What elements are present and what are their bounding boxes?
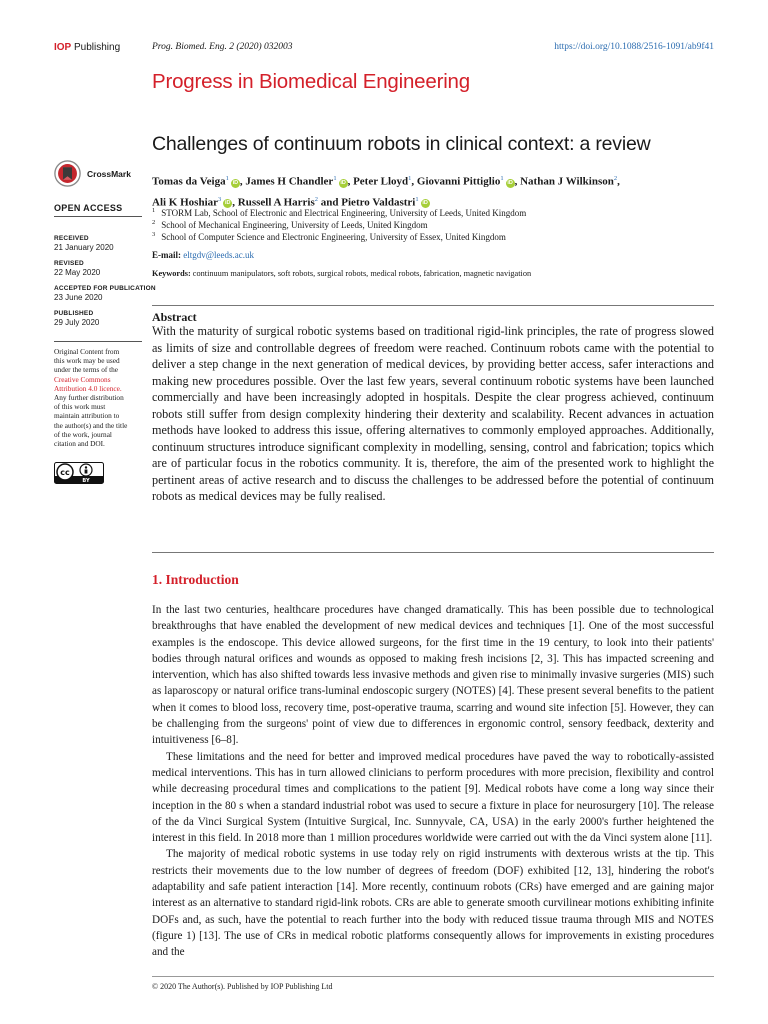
journal-title: Progress in Biomedical Engineering (152, 70, 470, 93)
date-label-received: RECEIVED (54, 235, 89, 242)
orcid-icon[interactable]: iD (225, 200, 231, 207)
author-line-1: Tomas da Veiga$^1$iD , James H Chandler$^1$iD , Peter Lloyd$^1$, Giovanni Pittiglio$^1$iD , Nathan J Wilkinson$^2$, (152, 175, 620, 188)
crossmark-badge[interactable] (54, 160, 131, 187)
email-link[interactable]: eltgdv@leeds.ac.uk (183, 250, 255, 260)
affiliation: $^1$ STORM Lab, School of Electronic and Electrical Engineering, University of Leeds, United Kingdom (152, 207, 527, 218)
date-revised: 22 May 2020 (54, 268, 101, 277)
divider (54, 216, 142, 217)
keywords-line: Keywords: continuum manipulators, soft robots, surgical robots, medical robots, fabrication, magnetic navigation (152, 269, 532, 278)
affiliation: $^2$ School of Mechanical Engineering, University of Leeds, United Kingdom (152, 219, 428, 230)
date-accepted: 23 June 2020 (54, 293, 103, 302)
date-label-published: PUBLISHED (54, 310, 94, 317)
date-published: 29 July 2020 (54, 318, 100, 327)
orcid-icon[interactable]: iD (422, 200, 428, 207)
license-link[interactable]: Attribution 4.0 licence. (54, 383, 122, 393)
crossmark-label: CrossMark (87, 168, 131, 179)
publisher-logo: IOP Publishing (54, 42, 121, 53)
svg-text:cc: cc (60, 468, 70, 477)
paragraph: These limitations and the need for better and improved medical procedures have paved the way to robotically-assisted medical interventions. This has in turn allowed clinicians to perform procedures with more precision, flexibility and control while decreasing procedural times and complications to the patient [9]. Medical robots have come a long way since their inception in the 80 s when a standard industrial robot was used to secure a fixture in place for neurosurgery [10]. The release of the da Vinci Surgical System (Intuitive Surgical, Inc. Sunnyvale, CA, USA) in the early 2000's further heightened the interest in this field. In 2018 more than 1 million procedures worldwide were carried out with the da Vinci system alone [11]. (152, 750, 714, 845)
paragraph: The majority of medical robotic systems in use today rely on rigid instruments with dexterous wrists at the tip. This restricts their movements due to the low number of degrees of freedom (DOF) exhibited [12, 13], hindering the robot's adaptability and safe patient interaction [14]. More recently, continuum robots (CRs) have emerged and are gaining major interest as an alternative to standard rigid-link robots. CRs are able to generate smooth curvilinear motions exhibiting infinite DOFs and, as such, have the potential to reach further into the body with reduced tissue trauma through MIS and NOTES (figure 1) [13]. The use of CRs in medical robotic platforms consequently allows for improvements in existing procedures and the (152, 848, 714, 959)
orcid-icon[interactable]: iD (340, 179, 346, 186)
citation-line: Prog. Biomed. Eng. 2 (2020) 032003 (152, 42, 293, 52)
article-title: Challenges of continuum robots in clinical context: a review (152, 133, 651, 155)
cc-by-license-icon (54, 462, 104, 484)
section-heading-introduction: 1. Introduction (152, 572, 239, 587)
author-line-2: Ali K Hoshiar$^3$iD , Russell A Harris$^2$ and Pietro Valdastri$^1$iD (152, 195, 428, 209)
date-received: 21 January 2020 (54, 243, 114, 252)
divider (152, 305, 714, 306)
paragraph: In the last two centuries, healthcare procedures have changed dramatically. This has been possible due to technological breakthroughs that have enabled the development of new medical devices and techniques [1]. One of the most successful examples is the endoscope. This device allowed surgeons, for the first time in the 19 century, to look into their patients' bodies through natural orifices and wounds as opposed to making fresh incisions [2, 3]. This has impacted screening and intervention, which has also shifted towards less invasive methods and given rise to minimally invasive surgeries (MIS) such as laparoscopy or natural orifice trans-luminal endoscopic surgery (NOTES) [4]. These present several benefits to the patient when it comes to blood loss, recovery time, post-operative trauma, scarring and wound site infection [5]. However, they can be challenging from the surgeons' point of view due to differences in ergonomic control, sensory feedback, dexterity and intuitiveness [6–8]. (152, 604, 714, 747)
doi-link[interactable]: https://doi.org/10.1088/2516-1091/ab9f41 (554, 42, 714, 52)
date-label-revised: REVISED (54, 260, 84, 267)
body-text (152, 602, 714, 961)
abstract-heading: Abstract (152, 310, 197, 324)
divider (152, 976, 714, 977)
crossmark-icon (54, 160, 81, 187)
copyright-footer: © 2020 The Author(s). Published by IOP Publishing Ltd (152, 982, 333, 991)
divider (152, 552, 714, 553)
affiliation: $^3$ School of Computer Science and Electronic Engineering, University of Essex, United Kingdom (152, 231, 506, 242)
orcid-icon[interactable]: iD (232, 179, 239, 186)
author-list (152, 170, 712, 211)
divider (54, 341, 142, 342)
date-label-accepted: ACCEPTED FOR PUBLICATION (54, 285, 156, 292)
abstract-text: With the maturity of surgical robotic systems based on traditional rigid-link principles, the rate of progress slowed as limits of size and controllable degrees of freedom were reached. Continuum robots came with the potential to deliver a step change in the next generation of medical devices, by providing better access, safer interactions and making new procedures possible. Over the last few years, several continuum robotic systems have been launched commercially and have been increasingly adopted in hospitals. Despite the clear progress achieved, continuum robots still suffer from design complexity hindering their dexterity and scalability. Recent advances in actuation methods have looked to address this issue, offering alternatives to commonly employed approaches. Additionally, continuum structures introduce significant complexity in modelling, sensing, control and fabrication; topics which are of particular focus in the robotics community. It is, therefore, the aim of the presented work to highlight the pertinent areas of active research and to discuss the challenges to be addressed before the potential of continuum robots as medical devices may be fully realised. (152, 324, 714, 503)
orcid-icon[interactable]: iD (507, 179, 513, 186)
license-link[interactable]: Creative Commons (54, 374, 111, 384)
svg-text:BY: BY (82, 478, 90, 484)
email-line: E-mail: eltgdv@leeds.ac.uk (152, 250, 255, 260)
license-text: Original Content from this work may be used under the terms of the Creative Commons Attribution 4.0 licence. Any further distribution of this work must maintain attribution to the author(s) and the title of the work, journal citation and DOI. (54, 347, 142, 448)
open-access-label: OPEN ACCESS (54, 203, 123, 213)
